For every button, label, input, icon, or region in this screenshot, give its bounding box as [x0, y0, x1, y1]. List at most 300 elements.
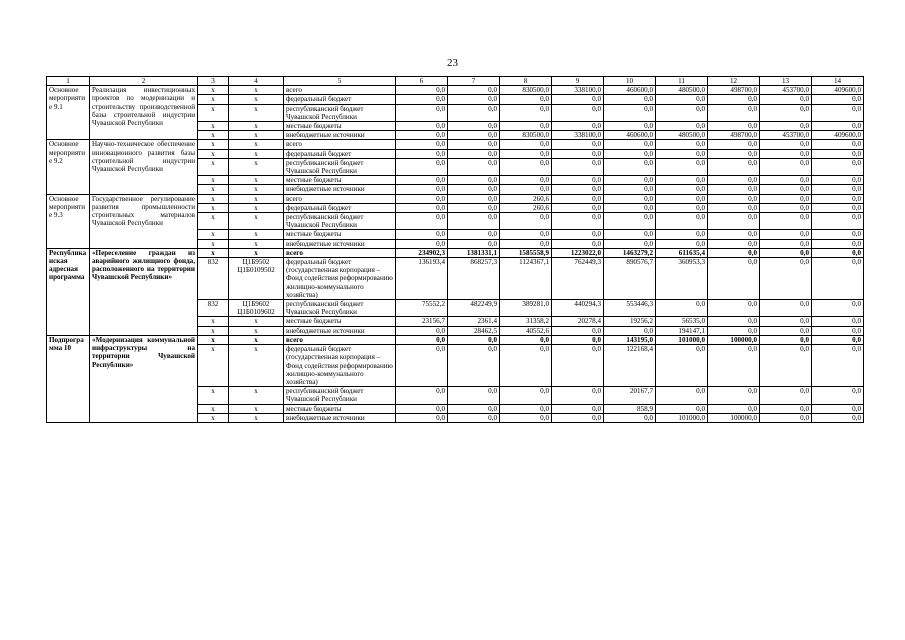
cell-target-article: х — [229, 387, 284, 404]
cell-amount: 0,0 — [812, 203, 864, 212]
cell-amount: 0,0 — [604, 104, 656, 121]
cell-amount: 0,0 — [552, 326, 604, 335]
cell-amount: 453700,0 — [760, 86, 812, 95]
cell-amount: 0,0 — [500, 239, 552, 248]
cell-target-article: х — [229, 345, 284, 387]
cell-funding-source: внебюджетные источники — [284, 326, 396, 335]
cell-amount: 0,0 — [604, 230, 656, 239]
cell-amount: 0,0 — [708, 203, 760, 212]
cell-amount: 2361,4 — [448, 317, 500, 326]
cell-amount: 0,0 — [760, 104, 812, 121]
cell-amount: 0,0 — [396, 230, 448, 239]
cell-amount: 0,0 — [500, 230, 552, 239]
measure-code: Основное мероприятие 9.2 — [47, 140, 90, 194]
cell-amount: 0,0 — [500, 404, 552, 413]
cell-target-article: х — [229, 95, 284, 104]
column-number: 5 — [284, 77, 396, 86]
cell-funding-source: республиканский бюджет Чувашской Республики — [284, 104, 396, 121]
cell-amount: 830500,0 — [500, 86, 552, 95]
cell-grbs: х — [198, 86, 229, 95]
cell-amount: 0,0 — [552, 230, 604, 239]
cell-target-article: х — [229, 230, 284, 239]
page-number: 23 — [447, 57, 458, 69]
cell-amount: 0,0 — [448, 122, 500, 131]
cell-grbs: х — [198, 404, 229, 413]
cell-funding-source: местные бюджеты — [284, 230, 396, 239]
cell-amount: 0,0 — [760, 194, 812, 203]
cell-amount: 0,0 — [760, 230, 812, 239]
cell-amount: 553446,3 — [604, 300, 656, 317]
table-row — [47, 248, 864, 257]
cell-grbs: х — [198, 185, 229, 194]
cell-amount: 260,6 — [500, 203, 552, 212]
cell-funding-source: внебюджетные источники — [284, 239, 396, 248]
cell-amount: 0,0 — [500, 185, 552, 194]
cell-amount: 0,0 — [448, 140, 500, 149]
cell-amount: 100000,0 — [708, 413, 760, 422]
cell-amount: 830500,0 — [500, 131, 552, 140]
cell-amount: 0,0 — [604, 413, 656, 422]
cell-amount: 0,0 — [448, 203, 500, 212]
cell-amount: 460600,0 — [604, 131, 656, 140]
cell-amount: 0,0 — [604, 149, 656, 158]
cell-funding-source: всего — [284, 194, 396, 203]
cell-grbs: х — [198, 194, 229, 203]
cell-grbs: х — [198, 131, 229, 140]
cell-amount: 0,0 — [760, 203, 812, 212]
cell-amount: 0,0 — [656, 213, 708, 230]
cell-amount: 0,0 — [760, 345, 812, 387]
cell-grbs: х — [198, 213, 229, 230]
cell-amount: 143195,0 — [604, 335, 656, 344]
cell-target-article: х — [229, 158, 284, 175]
cell-grbs: х — [198, 158, 229, 175]
cell-amount: 0,0 — [448, 345, 500, 387]
cell-amount: 0,0 — [552, 149, 604, 158]
cell-grbs: х — [198, 326, 229, 335]
measure-title: Научно-техническое обеспечение инновационного развития базы строительной индустрии Чувашской Республики — [90, 140, 198, 194]
cell-amount: 101000,0 — [656, 335, 708, 344]
cell-amount: 0,0 — [552, 413, 604, 422]
cell-funding-source: всего — [284, 140, 396, 149]
cell-amount: 0,0 — [604, 203, 656, 212]
cell-grbs: х — [198, 317, 229, 326]
cell-amount: 0,0 — [396, 239, 448, 248]
cell-amount: 0,0 — [552, 95, 604, 104]
column-number: 9 — [552, 77, 604, 86]
cell-amount: 20167,7 — [604, 387, 656, 404]
cell-amount: 0,0 — [604, 239, 656, 248]
cell-funding-source: местные бюджеты — [284, 404, 396, 413]
cell-amount: 0,0 — [812, 345, 864, 387]
cell-amount: 0,0 — [448, 194, 500, 203]
column-number: 2 — [90, 77, 198, 86]
cell-amount: 409600,0 — [812, 86, 864, 95]
cell-amount: 0,0 — [448, 176, 500, 185]
cell-amount: 0,0 — [656, 122, 708, 131]
cell-amount: 122168,4 — [604, 345, 656, 387]
cell-amount: 480500,0 — [656, 131, 708, 140]
cell-target-article: х — [229, 248, 284, 257]
column-number: 11 — [656, 77, 708, 86]
cell-amount: 0,0 — [812, 185, 864, 194]
cell-amount: 0,0 — [708, 404, 760, 413]
cell-amount: 0,0 — [500, 95, 552, 104]
cell-grbs: х — [198, 248, 229, 257]
cell-amount: 409600,0 — [812, 131, 864, 140]
measure-code: Основное мероприятие 9.1 — [47, 86, 90, 140]
cell-amount: 0,0 — [552, 335, 604, 344]
cell-amount: 0,0 — [552, 176, 604, 185]
cell-amount: 890576,7 — [604, 258, 656, 300]
cell-grbs: х — [198, 149, 229, 158]
column-number: 10 — [604, 77, 656, 86]
cell-amount: 0,0 — [812, 387, 864, 404]
cell-amount: 0,0 — [604, 176, 656, 185]
cell-amount: 0,0 — [552, 345, 604, 387]
cell-amount: 0,0 — [396, 413, 448, 422]
cell-amount: 0,0 — [760, 239, 812, 248]
cell-amount: 0,0 — [760, 95, 812, 104]
cell-funding-source: федеральный бюджет — [284, 149, 396, 158]
cell-amount: 0,0 — [760, 335, 812, 344]
cell-amount: 0,0 — [812, 176, 864, 185]
cell-funding-source: федеральный бюджет (государственная корпорация – Фонд содействия реформированию жилищно-коммунального хозяйства) — [284, 258, 396, 300]
cell-amount: 0,0 — [396, 95, 448, 104]
cell-amount: 28462,5 — [448, 326, 500, 335]
cell-amount: 23156,7 — [396, 317, 448, 326]
cell-grbs: х — [198, 176, 229, 185]
cell-amount: 0,0 — [396, 185, 448, 194]
cell-amount: 0,0 — [604, 158, 656, 175]
cell-amount: 0,0 — [708, 140, 760, 149]
column-number: 1 — [47, 77, 90, 86]
cell-grbs: х — [198, 335, 229, 344]
cell-funding-source: федеральный бюджет — [284, 203, 396, 212]
cell-amount: 0,0 — [656, 149, 708, 158]
cell-funding-source: местные бюджеты — [284, 122, 396, 131]
cell-amount: 0,0 — [708, 300, 760, 317]
table-body — [47, 77, 864, 423]
cell-amount: 56535,0 — [656, 317, 708, 326]
cell-grbs: х — [198, 104, 229, 121]
cell-amount: 40552,6 — [500, 326, 552, 335]
cell-grbs: х — [198, 230, 229, 239]
cell-amount: 480500,0 — [656, 86, 708, 95]
cell-amount: 0,0 — [500, 104, 552, 121]
cell-amount: 260,6 — [500, 194, 552, 203]
cell-amount: 0,0 — [604, 185, 656, 194]
cell-amount: 0,0 — [604, 326, 656, 335]
cell-amount: 0,0 — [708, 104, 760, 121]
cell-amount: 453700,0 — [760, 131, 812, 140]
cell-amount: 0,0 — [812, 300, 864, 317]
cell-amount: 0,0 — [604, 95, 656, 104]
cell-amount: 0,0 — [760, 149, 812, 158]
cell-amount: 1223022,0 — [552, 248, 604, 257]
cell-amount: 0,0 — [448, 335, 500, 344]
cell-amount: 0,0 — [812, 317, 864, 326]
cell-amount: 0,0 — [552, 404, 604, 413]
cell-amount: 0,0 — [708, 185, 760, 194]
measure-code: Подпрограмма 10 — [47, 335, 90, 422]
cell-amount: 0,0 — [552, 213, 604, 230]
cell-grbs: 832 — [198, 258, 229, 300]
cell-amount: 0,0 — [812, 194, 864, 203]
cell-amount: 0,0 — [656, 345, 708, 387]
cell-funding-source: внебюджетные источники — [284, 413, 396, 422]
cell-amount: 20278,4 — [552, 317, 604, 326]
cell-amount: 0,0 — [708, 326, 760, 335]
cell-amount: 0,0 — [448, 86, 500, 95]
cell-target-article: х — [229, 326, 284, 335]
cell-amount: 0,0 — [812, 213, 864, 230]
cell-amount: 0,0 — [812, 230, 864, 239]
cell-grbs: х — [198, 203, 229, 212]
cell-amount: 1381331,1 — [448, 248, 500, 257]
cell-amount: 0,0 — [448, 213, 500, 230]
cell-target-article: х — [229, 122, 284, 131]
cell-amount: 0,0 — [604, 122, 656, 131]
cell-amount: 0,0 — [500, 213, 552, 230]
cell-amount: 858,9 — [604, 404, 656, 413]
cell-amount: 0,0 — [396, 140, 448, 149]
cell-amount: 0,0 — [500, 387, 552, 404]
cell-amount: 498700,0 — [708, 86, 760, 95]
column-number-row — [47, 77, 864, 86]
cell-amount: 0,0 — [708, 248, 760, 257]
cell-amount: 0,0 — [396, 158, 448, 175]
cell-grbs: х — [198, 95, 229, 104]
cell-amount: 0,0 — [760, 213, 812, 230]
budget-table — [46, 76, 864, 423]
cell-amount: 0,0 — [812, 104, 864, 121]
cell-amount: 0,0 — [812, 258, 864, 300]
cell-target-article: х — [229, 335, 284, 344]
cell-amount: 0,0 — [760, 404, 812, 413]
cell-amount: 0,0 — [812, 239, 864, 248]
cell-grbs: х — [198, 239, 229, 248]
cell-amount: 0,0 — [656, 203, 708, 212]
cell-amount: 868257,3 — [448, 258, 500, 300]
cell-amount: 0,0 — [552, 158, 604, 175]
cell-funding-source: местные бюджеты — [284, 176, 396, 185]
cell-amount: 234902,3 — [396, 248, 448, 257]
cell-amount: 0,0 — [708, 317, 760, 326]
cell-amount: 460600,0 — [604, 86, 656, 95]
measure-title: Реализация инвестиционных проектов по модернизации и строительству производственной базы строительной индустрии Чувашской Республики — [90, 86, 198, 140]
cell-amount: 0,0 — [812, 95, 864, 104]
cell-amount: 360953,3 — [656, 258, 708, 300]
cell-amount: 0,0 — [812, 413, 864, 422]
cell-amount: 0,0 — [448, 413, 500, 422]
cell-amount: 0,0 — [760, 387, 812, 404]
measure-title: «Переселение граждан из аварийного жилищного фонда, расположенного на территории Чувашской Республики» — [90, 248, 198, 335]
cell-funding-source: республиканский бюджет Чувашской Республики — [284, 300, 396, 317]
cell-amount: 0,0 — [812, 158, 864, 175]
cell-amount: 0,0 — [552, 122, 604, 131]
cell-amount: 482249,9 — [448, 300, 500, 317]
cell-amount: 0,0 — [708, 230, 760, 239]
cell-amount: 0,0 — [552, 185, 604, 194]
cell-amount: 0,0 — [500, 176, 552, 185]
measure-code: Основное мероприятие 9.3 — [47, 194, 90, 248]
cell-target-article: х — [229, 176, 284, 185]
cell-amount: 0,0 — [656, 158, 708, 175]
cell-amount: 0,0 — [552, 140, 604, 149]
cell-funding-source: внебюджетные источники — [284, 131, 396, 140]
cell-amount: 0,0 — [448, 239, 500, 248]
cell-amount: 0,0 — [708, 149, 760, 158]
column-number: 4 — [229, 77, 284, 86]
cell-amount: 0,0 — [500, 158, 552, 175]
cell-amount: 0,0 — [656, 404, 708, 413]
cell-amount: 0,0 — [708, 95, 760, 104]
cell-amount: 0,0 — [812, 149, 864, 158]
measure-title: Государственное регулирование развития промышленности строительных материалов Чувашской Республики — [90, 194, 198, 248]
cell-amount: 0,0 — [708, 345, 760, 387]
cell-amount: 0,0 — [396, 131, 448, 140]
cell-amount: 0,0 — [656, 300, 708, 317]
cell-amount: 0,0 — [760, 248, 812, 257]
column-number: 8 — [500, 77, 552, 86]
cell-amount: 75552,2 — [396, 300, 448, 317]
cell-funding-source: всего — [284, 335, 396, 344]
cell-amount: 0,0 — [760, 158, 812, 175]
cell-amount: 0,0 — [656, 185, 708, 194]
cell-target-article: х — [229, 140, 284, 149]
cell-target-article: х — [229, 203, 284, 212]
cell-amount: 0,0 — [760, 317, 812, 326]
cell-amount: 0,0 — [552, 194, 604, 203]
cell-amount: 0,0 — [812, 335, 864, 344]
cell-amount: 338100,0 — [552, 131, 604, 140]
cell-amount: 0,0 — [812, 404, 864, 413]
cell-target-article: х — [229, 185, 284, 194]
cell-amount: 0,0 — [396, 194, 448, 203]
table-row — [47, 86, 864, 95]
cell-amount: 0,0 — [396, 335, 448, 344]
cell-amount: 0,0 — [760, 326, 812, 335]
cell-amount: 0,0 — [396, 122, 448, 131]
cell-amount: 0,0 — [396, 345, 448, 387]
table-row — [47, 335, 864, 344]
cell-amount: 0,0 — [448, 158, 500, 175]
cell-amount: 0,0 — [448, 149, 500, 158]
cell-target-article: х — [229, 239, 284, 248]
measure-title: «Модернизация коммунальной инфраструктуры на территории Чувашской Республики» — [90, 335, 198, 422]
cell-amount: 31358,2 — [500, 317, 552, 326]
cell-amount: 0,0 — [396, 86, 448, 95]
cell-amount: 338100,0 — [552, 86, 604, 95]
column-number: 12 — [708, 77, 760, 86]
cell-amount: 0,0 — [448, 104, 500, 121]
cell-amount: 100000,0 — [708, 335, 760, 344]
cell-funding-source: всего — [284, 248, 396, 257]
cell-amount: 0,0 — [708, 176, 760, 185]
cell-target-article: Ц1Б9602 Ц1Б0109602 — [229, 300, 284, 317]
cell-amount: 0,0 — [448, 387, 500, 404]
column-number: 13 — [760, 77, 812, 86]
cell-amount: 0,0 — [500, 345, 552, 387]
cell-grbs: х — [198, 413, 229, 422]
cell-grbs: х — [198, 387, 229, 404]
column-number: 14 — [812, 77, 864, 86]
cell-amount: 136193,4 — [396, 258, 448, 300]
cell-target-article: х — [229, 86, 284, 95]
cell-funding-source: внебюджетные источники — [284, 185, 396, 194]
cell-amount: 0,0 — [708, 258, 760, 300]
cell-amount: 0,0 — [708, 158, 760, 175]
cell-target-article: х — [229, 317, 284, 326]
cell-funding-source: республиканский бюджет Чувашской Республики — [284, 213, 396, 230]
cell-amount: 194147,1 — [656, 326, 708, 335]
cell-amount: 762449,3 — [552, 258, 604, 300]
cell-amount: 0,0 — [552, 203, 604, 212]
column-number: 3 — [198, 77, 229, 86]
cell-amount: 0,0 — [760, 185, 812, 194]
cell-target-article: х — [229, 131, 284, 140]
cell-amount: 0,0 — [604, 213, 656, 230]
cell-amount: 611635,4 — [656, 248, 708, 257]
cell-amount: 0,0 — [656, 387, 708, 404]
column-number: 6 — [396, 77, 448, 86]
cell-amount: 1585558,9 — [500, 248, 552, 257]
cell-amount: 0,0 — [760, 258, 812, 300]
cell-amount: 0,0 — [396, 213, 448, 230]
cell-amount: 0,0 — [656, 140, 708, 149]
cell-target-article: х — [229, 194, 284, 203]
cell-amount: 0,0 — [448, 404, 500, 413]
cell-amount: 0,0 — [812, 140, 864, 149]
cell-amount: 0,0 — [812, 248, 864, 257]
cell-amount: 0,0 — [396, 203, 448, 212]
cell-funding-source: республиканский бюджет Чувашской Республики — [284, 158, 396, 175]
cell-amount: 0,0 — [760, 122, 812, 131]
cell-target-article: х — [229, 104, 284, 121]
cell-grbs: х — [198, 122, 229, 131]
cell-amount: 0,0 — [656, 176, 708, 185]
cell-amount: 0,0 — [760, 140, 812, 149]
cell-amount: 0,0 — [552, 104, 604, 121]
column-number: 7 — [448, 77, 500, 86]
cell-amount: 0,0 — [396, 149, 448, 158]
cell-amount: 0,0 — [656, 104, 708, 121]
cell-amount: 1124367,1 — [500, 258, 552, 300]
table-row — [47, 140, 864, 149]
cell-funding-source: всего — [284, 86, 396, 95]
cell-target-article: х — [229, 413, 284, 422]
cell-amount: 0,0 — [708, 239, 760, 248]
cell-amount: 440294,3 — [552, 300, 604, 317]
cell-funding-source: республиканский бюджет Чувашской Республики — [284, 387, 396, 404]
cell-amount: 0,0 — [396, 104, 448, 121]
cell-amount: 0,0 — [552, 387, 604, 404]
cell-target-article: х — [229, 404, 284, 413]
cell-amount: 0,0 — [656, 239, 708, 248]
cell-amount: 0,0 — [500, 413, 552, 422]
cell-amount: 0,0 — [656, 194, 708, 203]
cell-amount: 0,0 — [500, 122, 552, 131]
cell-amount: 0,0 — [396, 326, 448, 335]
cell-amount: 0,0 — [500, 149, 552, 158]
cell-target-article: х — [229, 149, 284, 158]
cell-amount: 0,0 — [604, 194, 656, 203]
cell-amount: 0,0 — [656, 230, 708, 239]
table-row — [47, 194, 864, 203]
cell-amount: 0,0 — [812, 326, 864, 335]
cell-target-article: Ц1Б9502 Ц1Б0109502 — [229, 258, 284, 300]
